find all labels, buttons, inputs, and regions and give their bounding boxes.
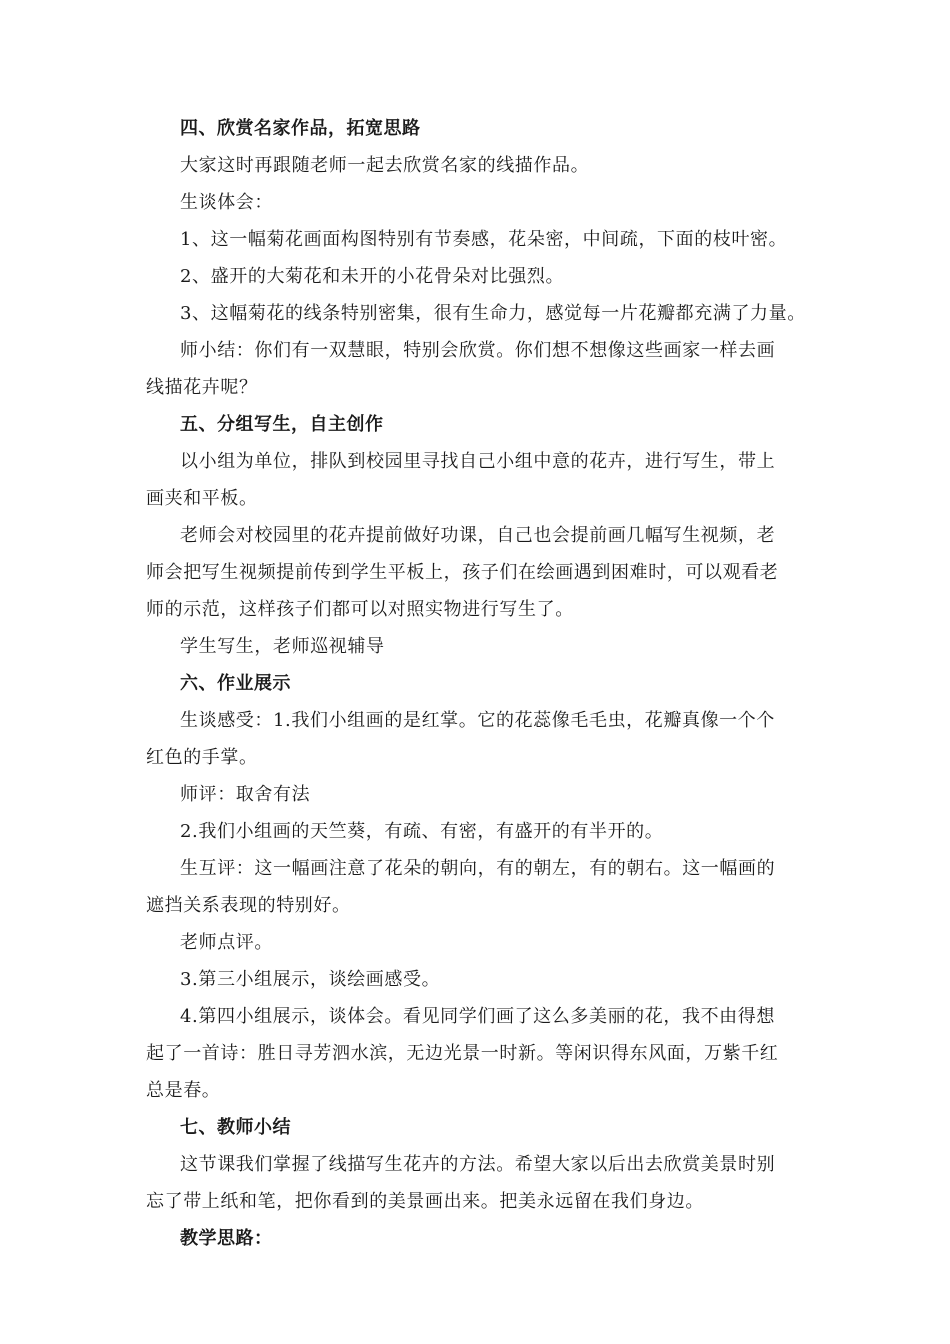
paragraph-line: 3.第三小组展示，谈绘画感受。 xyxy=(180,969,441,990)
section-heading-6: 六、作业展示 xyxy=(180,673,291,694)
teaching-approach-heading: 教学思路： xyxy=(180,1228,273,1249)
paragraph-line: 老师会对校园里的花卉提前做好功课，自己也会提前画几幅写生视频，老 xyxy=(180,525,776,546)
paragraph-line: 大家这时再跟随老师一起去欣赏名家的线描作品。 xyxy=(180,155,590,176)
paragraph-line: 生谈体会： xyxy=(180,192,273,213)
paragraph-line: 生谈感受：1.我们小组画的是红掌。它的花蕊像毛毛虫，花瓣真像一个个 xyxy=(180,710,775,731)
section-heading-7: 七、教师小结 xyxy=(180,1117,291,1138)
paragraph-line: 遮挡关系表现的特别好。 xyxy=(146,895,351,916)
paragraph-line: 师的示范，这样孩子们都可以对照实物进行写生了。 xyxy=(146,599,574,620)
paragraph-line: 总是春。 xyxy=(146,1080,221,1101)
paragraph-line: 红色的手掌。 xyxy=(146,747,258,768)
paragraph-line: 画夹和平板。 xyxy=(146,488,258,509)
paragraph-line: 3、这幅菊花的线条特别密集，很有生命力，感觉每一片花瓣都充满了力量。 xyxy=(180,303,806,324)
paragraph-line: 2、盛开的大菊花和未开的小花骨朵对比强烈。 xyxy=(180,266,565,287)
paragraph-line: 师会把写生视频提前传到学生平板上，孩子们在绘画遇到困难时，可以观看老 xyxy=(146,562,779,583)
paragraph-line: 以小组为单位，排队到校园里寻找自己小组中意的花卉，进行写生，带上 xyxy=(180,451,776,472)
paragraph-line: 学生写生，老师巡视辅导 xyxy=(180,636,385,657)
section-heading-4: 四、欣赏名家作品，拓宽思路 xyxy=(180,118,421,139)
paragraph-line: 起了一首诗：胜日寻芳泗水滨，无边光景一时新。等闲识得东风面，万紫千红 xyxy=(146,1043,779,1064)
paragraph-line: 师小结：你们有一双慧眼，特别会欣赏。你们想不想像这些画家一样去画 xyxy=(180,340,776,361)
paragraph-line: 线描花卉呢？ xyxy=(146,377,258,398)
paragraph-line: 生互评：这一幅画注意了花朵的朝向，有的朝左，有的朝右。这一幅画的 xyxy=(180,858,776,879)
paragraph-line: 忘了带上纸和笔，把你看到的美景画出来。把美永远留在我们身边。 xyxy=(146,1191,704,1212)
document-body xyxy=(146,110,826,1257)
paragraph-line: 师评：取舍有法 xyxy=(180,784,311,805)
section-heading-5: 五、分组写生，自主创作 xyxy=(180,414,384,435)
paragraph-line: 1、这一幅菊花画面构图特别有节奏感，花朵密，中间疏，下面的枝叶密。 xyxy=(180,229,788,250)
paragraph-line: 2.我们小组画的天竺葵，有疏、有密，有盛开的有半开的。 xyxy=(180,821,664,842)
paragraph-line: 4.第四小组展示，谈体会。看见同学们画了这么多美丽的花，我不由得想 xyxy=(180,1006,775,1027)
paragraph-line: 这节课我们掌握了线描写生花卉的方法。希望大家以后出去欣赏美景时别 xyxy=(180,1154,776,1175)
paragraph-line: 老师点评。 xyxy=(180,932,273,953)
